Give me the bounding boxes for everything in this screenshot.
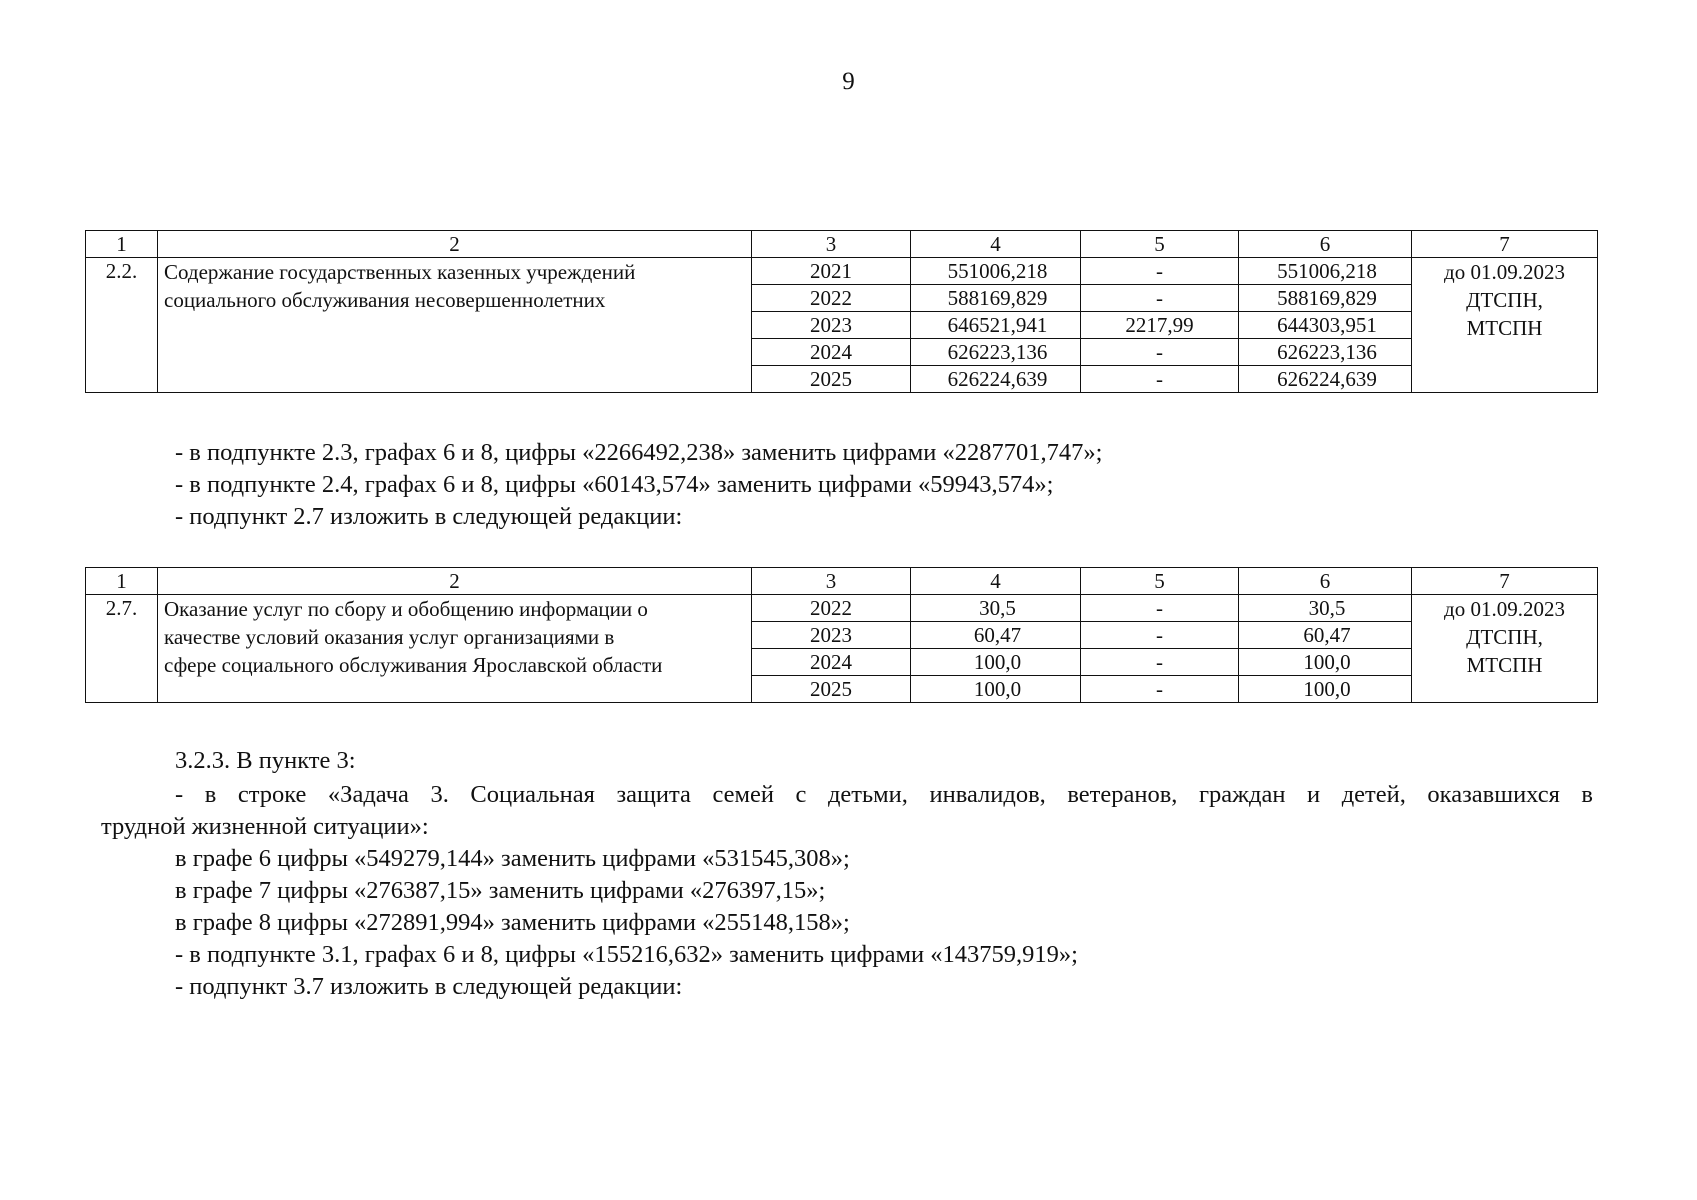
year-cell: 2022	[752, 595, 911, 622]
year-cell: 2023	[752, 312, 911, 339]
item-description: Содержание государственных казенных учреждений социального обслуживания несовершеннолетних	[158, 258, 752, 393]
amendment-line: в графе 6 цифры «549279,144» заменить цифрами «531545,308»;	[175, 845, 850, 872]
table-header-row	[86, 231, 1598, 258]
task-line: - в строке «Задача 3. Социальная защита семей с детьми, инвалидов, ветеранов, граждан и детей, оказавшихся в	[175, 781, 1593, 808]
amount-cell: 551006,218	[1239, 258, 1412, 285]
header-cell: 5	[1081, 231, 1239, 258]
amendment-line: в графе 8 цифры «272891,994» заменить цифрами «255148,158»;	[175, 909, 850, 936]
amount-cell: 60,47	[911, 622, 1081, 649]
amount-cell: -	[1081, 676, 1239, 703]
amount-cell: -	[1081, 622, 1239, 649]
amount-cell: -	[1081, 339, 1239, 366]
amendment-line: - в подпункте 2.4, графах 6 и 8, цифры «60143,574» заменить цифрами «59943,574»;	[175, 471, 1054, 498]
amount-cell: 626223,136	[1239, 339, 1412, 366]
amount-cell: 100,0	[911, 649, 1081, 676]
page-number: 9	[842, 68, 855, 95]
table-row	[86, 258, 1598, 285]
header-cell: 6	[1239, 231, 1412, 258]
amount-cell: -	[1081, 595, 1239, 622]
item-description-line: Оказание услуг по сбору и обобщению информации о	[164, 597, 648, 621]
header-cell: 4	[911, 568, 1081, 595]
table-header-row	[86, 568, 1598, 595]
year-cell: 2025	[752, 366, 911, 393]
executor-text: МТСПН	[1466, 316, 1543, 340]
header-cell: 5	[1081, 568, 1239, 595]
amount-cell: 626224,639	[1239, 366, 1412, 393]
year-cell: 2024	[752, 339, 911, 366]
amount-cell: 2217,99	[1081, 312, 1239, 339]
amount-cell: 30,5	[1239, 595, 1412, 622]
amendment-line: - в подпункте 3.1, графах 6 и 8, цифры «155216,632» заменить цифрами «143759,919»;	[175, 941, 1078, 968]
table-item-2-2	[85, 230, 1598, 393]
deadline-executor-cell	[1412, 595, 1598, 703]
year-cell: 2022	[752, 285, 911, 312]
header-cell: 3	[752, 231, 911, 258]
amount-cell: 551006,218	[911, 258, 1081, 285]
amendment-line: в графе 7 цифры «276387,15» заменить цифрами «276397,15»;	[175, 877, 826, 904]
year-cell: 2024	[752, 649, 911, 676]
amount-cell: 644303,951	[1239, 312, 1412, 339]
amount-cell: -	[1081, 285, 1239, 312]
header-cell: 2	[158, 231, 752, 258]
section-heading: 3.2.3. В пункте 3:	[175, 747, 356, 774]
header-cell: 6	[1239, 568, 1412, 595]
amount-cell: 588169,829	[911, 285, 1081, 312]
item-description-line: качестве условий оказания услуг организациями в	[164, 625, 615, 649]
amount-cell: -	[1081, 258, 1239, 285]
amendment-line: - в подпункте 2.3, графах 6 и 8, цифры «2266492,238» заменить цифрами «2287701,747»;	[175, 439, 1103, 466]
header-cell: 3	[752, 568, 911, 595]
year-cell: 2021	[752, 258, 911, 285]
amount-cell: -	[1081, 366, 1239, 393]
task-line: трудной жизненной ситуации»:	[101, 813, 429, 840]
executor-text: ДТСПН,	[1466, 625, 1543, 649]
amount-cell: 30,5	[911, 595, 1081, 622]
amount-cell: 646521,941	[911, 312, 1081, 339]
item-number: 2.2.	[86, 258, 158, 393]
table-item-2-7	[85, 567, 1598, 703]
amount-cell: -	[1081, 649, 1239, 676]
header-cell: 7	[1412, 231, 1598, 258]
item-description	[158, 595, 752, 703]
header-cell: 4	[911, 231, 1081, 258]
deadline-text: до 01.09.2023	[1444, 597, 1565, 621]
amount-cell: 60,47	[1239, 622, 1412, 649]
year-cell: 2025	[752, 676, 911, 703]
header-cell: 2	[158, 568, 752, 595]
amount-cell: 626223,136	[911, 339, 1081, 366]
item-description-line: сфере социального обслуживания Ярославской области	[164, 653, 663, 677]
year-cell: 2023	[752, 622, 911, 649]
item-number: 2.7.	[86, 595, 158, 703]
deadline-text: до 01.09.2023	[1444, 260, 1565, 284]
executor-text: МТСПН	[1466, 653, 1543, 677]
table-row	[86, 595, 1598, 622]
deadline-executor-cell	[1412, 258, 1598, 393]
amount-cell: 588169,829	[1239, 285, 1412, 312]
amendment-line: - подпункт 2.7 изложить в следующей редакции:	[175, 503, 683, 530]
amount-cell: 100,0	[1239, 649, 1412, 676]
header-cell: 1	[86, 568, 158, 595]
amount-cell: 100,0	[911, 676, 1081, 703]
amendment-line: - подпункт 3.7 изложить в следующей редакции:	[175, 973, 683, 1000]
executor-text: ДТСПН,	[1466, 288, 1543, 312]
amount-cell: 100,0	[1239, 676, 1412, 703]
amount-cell: 626224,639	[911, 366, 1081, 393]
header-cell: 1	[86, 231, 158, 258]
header-cell: 7	[1412, 568, 1598, 595]
